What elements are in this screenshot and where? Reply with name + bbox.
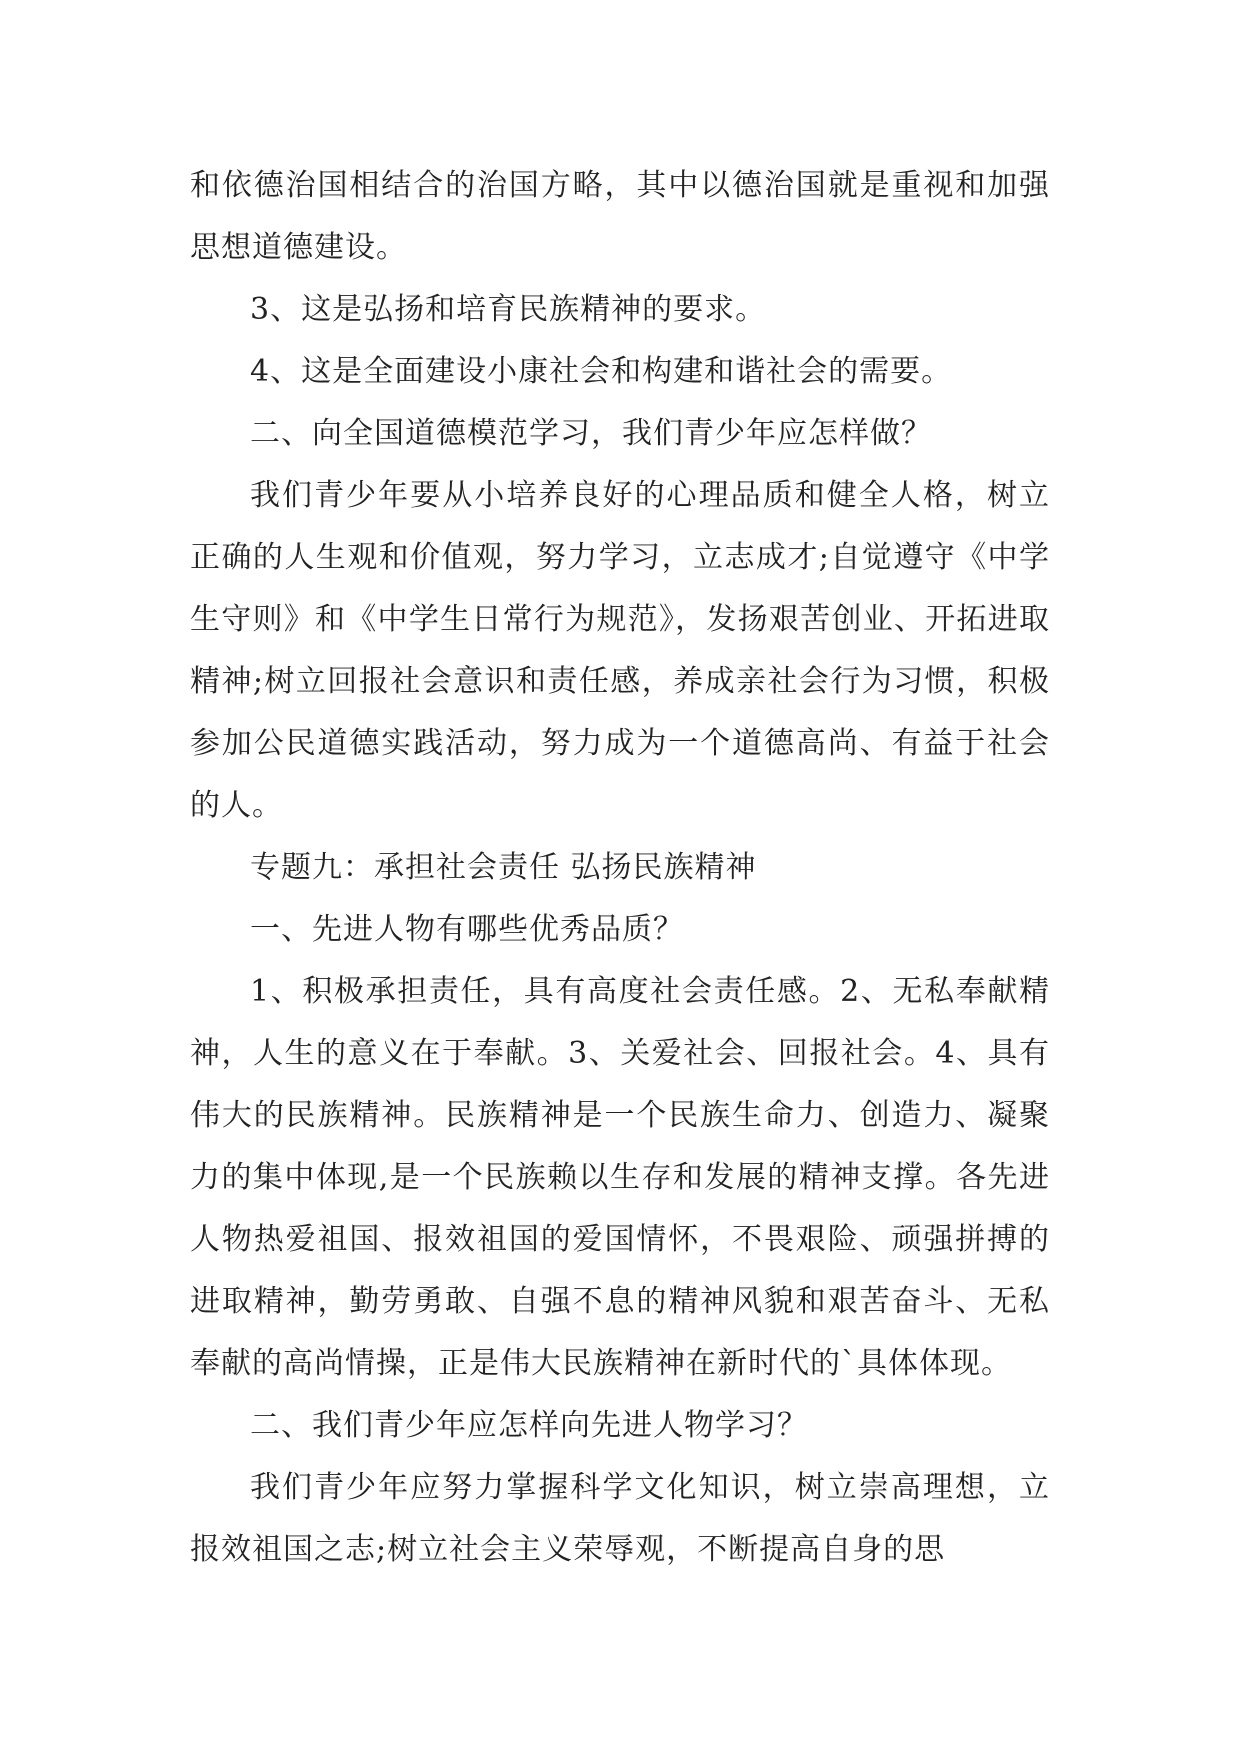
question-heading-how-to-learn: 二、我们青少年应怎样向先进人物学习？ (250, 1408, 808, 1443)
paragraph-point-4: 4、这是全面建设小康社会和构建和谐社会的需要。 (250, 354, 953, 389)
paragraph-youth-actions: 我们青少年要从小培养良好的心理品质和健全人格，树立正确的人生观和价值观，努力学习，立志成才;自觉遵守《中学生守则》和《中学生日常行为规范》，发扬艰苦创业、开拓进取精神;树立回报社会意识和责任感，养成亲社会行为习惯，积极参加公民道德实践活动，努力成为一个道德高尚、有益于社会的人。 (190, 478, 1050, 823)
paragraph-point-3: 3、这是弘扬和培育民族精神的要求。 (250, 292, 767, 327)
paragraph-qualities: 1、积极承担责任，具有高度社会责任感。2、无私奉献精神，人生的意义在于奉献。3、关爱社会、回报社会。4、具有伟大的民族精神。民族精神是一个民族生命力、创造力、凝聚力的集中体现,是一个民族赖以生存和发展的精神支撑。各先进人物热爱祖国、报效祖国的爱国情怀，不畏艰险、顽强拼搏的进取精神，勤劳勇敢、自强不息的精神风貌和艰苦奋斗、无私奉献的高尚情操，正是伟大民族精神在新时代的`具体体现。 (190, 974, 1050, 1381)
topic-heading: 专题九：承担社会责任 弘扬民族精神 (250, 850, 757, 885)
paragraph-how-to-learn: 我们青少年应努力掌握科学文化知识，树立崇高理想，立报效祖国之志;树立社会主义荣辱观，不断提高自身的思 (190, 1470, 1050, 1567)
question-heading-qualities: 一、先进人物有哪些优秀品质？ (250, 912, 684, 947)
document-page (190, 155, 1050, 1581)
paragraph-continuation: 和依德治国相结合的治国方略，其中以德治国就是重视和加强思想道德建设。 (190, 168, 1050, 265)
question-heading-learn-from-models: 二、向全国道德模范学习，我们青少年应怎样做？ (250, 416, 932, 451)
